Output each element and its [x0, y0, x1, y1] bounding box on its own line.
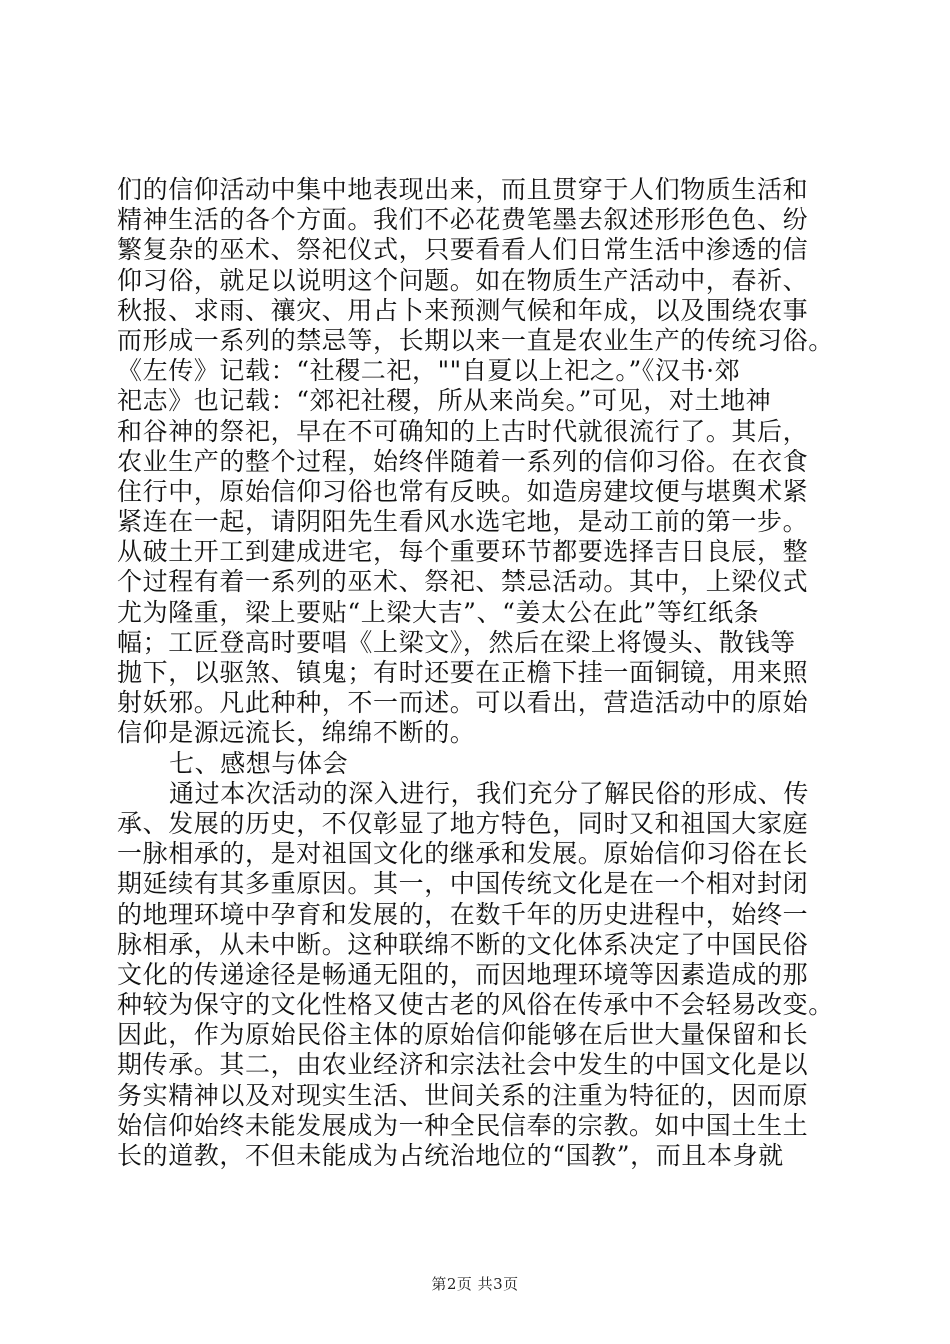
text-line: 一脉相承的，是对祖国文化的继承和发展。原始信仰习俗在长 — [117, 839, 809, 869]
document-body — [117, 175, 857, 1171]
text-line: 期延续有其多重原因。其一，中国传统文化是在一个相对封闭 — [117, 869, 809, 899]
text-line: 仰习俗，就足以说明这个问题。如在物质生产活动中，春祈、 — [117, 265, 809, 295]
text-line: 精神生活的各个方面。我们不必花费笔墨去叙述形形色色、纷 — [117, 205, 809, 235]
text-line: 抛下，以驱煞、镇鬼；有时还要在正檐下挂一面铜镜，用来照 — [117, 658, 809, 687]
text-line: 脉相承，从未中断。这种联绵不断的文化体系决定了中国民俗 — [117, 929, 809, 959]
text-line: 种较为保守的文化性格又使古老的风俗在传承中不会轻易改变。 — [117, 990, 834, 1020]
text-line: 的地理环境中孕育和发展的，在数千年的历史进程中，始终一 — [117, 899, 809, 929]
text-line: 繁复杂的巫术、祭祀仪式，只要看看人们日常生活中渗透的信 — [117, 235, 809, 265]
page-footer: 第2页 共3页 — [431, 1275, 519, 1293]
text-line: 期传承。其二，由农业经济和宗法社会中发生的中国文化是以 — [117, 1050, 809, 1080]
text-line: 们的信仰活动中集中地表现出来，而且贯穿于人们物质生活和 — [117, 175, 809, 204]
text-line: 个过程有着一系列的巫术、祭祀、禁忌活动。其中，上梁仪式 — [117, 567, 809, 597]
text-line: 始信仰始终未能发展成为一种全民信奉的宗教。如中国土生土 — [117, 1110, 809, 1140]
text-line: 射妖邪。凡此种种，不一而述。可以看出，营造活动中的原始 — [117, 688, 809, 718]
section-heading: 七、感想与体会 — [169, 748, 349, 778]
text-line: 尤为隆重，梁上要贴“上梁大吉”、“姜太公在此”等红纸条 — [117, 597, 760, 627]
text-line: 幅；工匠登高时要唱《上梁文》，然后在梁上将馒头、散钱等 — [117, 627, 796, 657]
text-line: 文化的传递途径是畅通无阻的，而因地理环境等因素造成的那 — [117, 959, 809, 989]
text-line: 通过本次活动的深入进行，我们充分了解民俗的形成、传 — [169, 778, 810, 808]
text-line: 信仰是源远流长，绵绵不断的。 — [117, 718, 476, 748]
text-line: 承、发展的历史，不仅彰显了地方特色，同时又和祖国大家庭 — [117, 808, 809, 838]
text-line: 秋报、求雨、禳灾、用占卜来预测气候和年成，以及围绕农事 — [117, 295, 809, 325]
text-line: 从破土开工到建成进宅，每个重要环节都要选择吉日良辰，整 — [117, 537, 809, 567]
text-line: 务实精神以及对现实生活、世间关系的注重为特征的，因而原 — [117, 1080, 809, 1110]
text-line: 而形成一系列的禁忌等，长期以来一直是农业生产的传统习俗。 — [117, 325, 834, 355]
text-line: 因此，作为原始民俗主体的原始信仰能够在后世大量保留和长 — [117, 1020, 809, 1050]
text-line: 长的道教，不但未能成为占统治地位的“国教”，而且本身就 — [117, 1141, 784, 1170]
text-line: 《左传》记载：“社稷二祀，""自夏以上祀之。”《汉书·郊 — [117, 356, 741, 386]
text-line: 紧连在一起，请阴阳先生看风水选宅地，是动工前的第一步。 — [117, 507, 809, 537]
text-line: 农业生产的整个过程，始终伴随着一系列的信仰习俗。在衣食 — [117, 446, 809, 476]
text-line: 住行中，原始信仰习俗也常有反映。如造房建坟便与堪舆术紧 — [117, 476, 809, 506]
text-line: 和谷神的祭祀，早在不可确知的上古时代就很流行了。其后， — [117, 416, 809, 446]
text-line: 祀志》也记载：“郊祀社稷，所从来尚矣。”可见，对土地神 — [117, 386, 772, 416]
